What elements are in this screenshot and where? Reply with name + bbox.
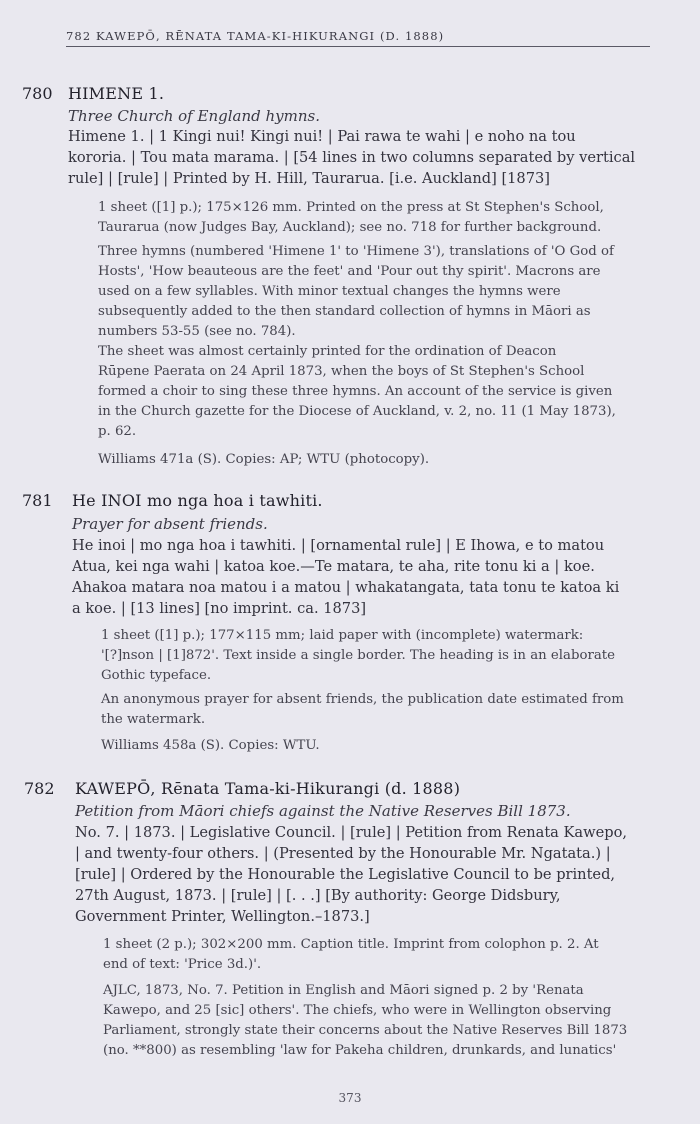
note-line: Williams 471a (S). Copies: AP; WTU (photocopy). — [98, 452, 430, 467]
transcription-line: | and twenty-four others. | (Presented by the Honourable Mr. Ngatata.) | — [75, 845, 611, 862]
transcription-line: Government Printer, Wellington.–1873.] — [75, 908, 370, 925]
note-line: numbers 53-55 (see no. 784). — [98, 324, 296, 339]
entry-transcription — [75, 822, 650, 927]
note-line: p. 62. — [98, 424, 137, 439]
note-line: used on a few syllables. With minor textual changes the hymns were — [98, 284, 561, 299]
transcription-line: kororia. | Tou mata marama. | [54 lines in two columns separated by vertical — [68, 149, 636, 166]
entry-heading: HIMENE 1. — [68, 84, 165, 103]
entry-number: 781 — [22, 491, 53, 510]
entry-number: 782 — [24, 779, 55, 798]
note-line: Hosts', 'How beauteous are the feet' and 'Pour out thy spirit'. Macrons are — [98, 264, 601, 279]
note-line: 1 sheet ([1] p.); 177×115 mm; laid paper with (incomplete) watermark: — [101, 628, 584, 643]
entry-note — [98, 242, 650, 442]
note-line: subsequently added to the then standard collection of hymns in Māori as — [98, 304, 591, 319]
note-line: Gothic typeface. — [101, 668, 212, 683]
note-line: AJLC, 1873, No. 7. Petition in English and Māori signed p. 2 by 'Renata — [103, 983, 584, 998]
note-line: (no. **800) as resembling 'law for Pakeha children, drunkards, and lunatics' — [103, 1043, 617, 1058]
entry-note — [103, 981, 650, 1061]
entry-number: 780 — [22, 84, 53, 103]
note-line: An anonymous prayer for absent friends, the publication date estimated from — [101, 692, 624, 707]
running-head: 782 KAWEPŌ, RĒNATA TAMA-KI-HIKURANGI (D. 1888) — [66, 29, 650, 47]
note-line: Three hymns (numbered 'Himene 1' to 'Himene 3'), translations of 'O God of — [98, 244, 614, 259]
note-line: Parliament, strongly state their concerns about the Native Reserves Bill 1873 — [103, 1023, 628, 1038]
note-line: Rūpene Paerata on 24 April 1873, when the boys of St Stephen's School — [98, 364, 585, 379]
note-line: the watermark. — [101, 712, 206, 727]
note-line: 1 sheet ([1] p.); 175×126 mm. Printed on the press at St Stephen's School, — [98, 200, 604, 215]
entry-note — [103, 935, 650, 975]
note-line: '[?]nson | [1]872'. Text inside a single border. The heading is in an elaborate — [101, 648, 615, 663]
entry-note — [98, 198, 650, 238]
transcription-line: Ahakoa matara noa matou i a matou | whakatangata, tata tonu te katoa ki — [72, 579, 620, 596]
note-line: Taurarua (now Judges Bay, Auckland); see no. 718 for further background. — [98, 220, 602, 235]
transcription-line: [rule] | Ordered by the Honourable the Legislative Council to be printed, — [75, 866, 616, 883]
page-number: 373 — [338, 1091, 362, 1105]
transcription-line: a koe. | [13 lines] [no imprint. ca. 1873] — [72, 600, 367, 617]
entry-subtitle: Petition from Māori chiefs against the Native Reserves Bill 1873. — [75, 802, 571, 820]
entry-note — [101, 736, 650, 756]
entry-note — [101, 690, 650, 730]
entry-heading: KAWEPŌ, Rēnata Tama-ki-Hikurangi (d. 1888) — [75, 779, 461, 798]
note-line: formed a choir to sing these three hymns. An account of the service is given — [98, 384, 613, 399]
transcription-line: Himene 1. | 1 Kingi nui! Kingi nui! | Pai rawa te wahi | e noho na tou — [68, 128, 576, 145]
transcription-line: Atua, kei nga wahi | katoa koe.—Te matara, te aha, rite tonu ki a | koe. — [72, 558, 595, 575]
entry-subtitle: Prayer for absent friends. — [72, 515, 268, 533]
entry-heading: He INOI mo nga hoa i tawhiti. — [72, 491, 323, 510]
entry-subtitle: Three Church of England hymns. — [68, 107, 320, 125]
transcription-line: 27th August, 1873. | [rule] | [. . .] [By authority: George Didsbury, — [75, 887, 561, 904]
transcription-line: rule] | [rule] | Printed by H. Hill, Taurarua. [i.e. Auckland] [1873] — [68, 170, 550, 187]
note-line: 1 sheet (2 p.); 302×200 mm. Caption title. Imprint from colophon p. 2. At — [103, 937, 599, 952]
transcription-line: He inoi | mo nga hoa i tawhiti. | [ornamental rule] | E Ihowa, e to matou — [72, 537, 605, 554]
entry-transcription — [68, 126, 650, 189]
note-line: Kawepo, and 25 [sic] others'. The chiefs, who were in Wellington observing — [103, 1003, 612, 1018]
note-line: in the Church gazette for the Diocese of Auckland, v. 2, no. 11 (1 May 1873), — [98, 404, 616, 419]
entry-transcription — [72, 535, 650, 619]
transcription-line: No. 7. | 1873. | Legislative Council. | [rule] | Petition from Renata Kawepo, — [75, 824, 628, 841]
note-line: Williams 458a (S). Copies: WTU. — [101, 738, 320, 753]
entry-note — [98, 450, 650, 470]
note-line: The sheet was almost certainly printed for the ordination of Deacon — [98, 344, 557, 359]
entry-note — [101, 626, 650, 686]
note-line: end of text: 'Price 3d.)'. — [103, 957, 262, 972]
